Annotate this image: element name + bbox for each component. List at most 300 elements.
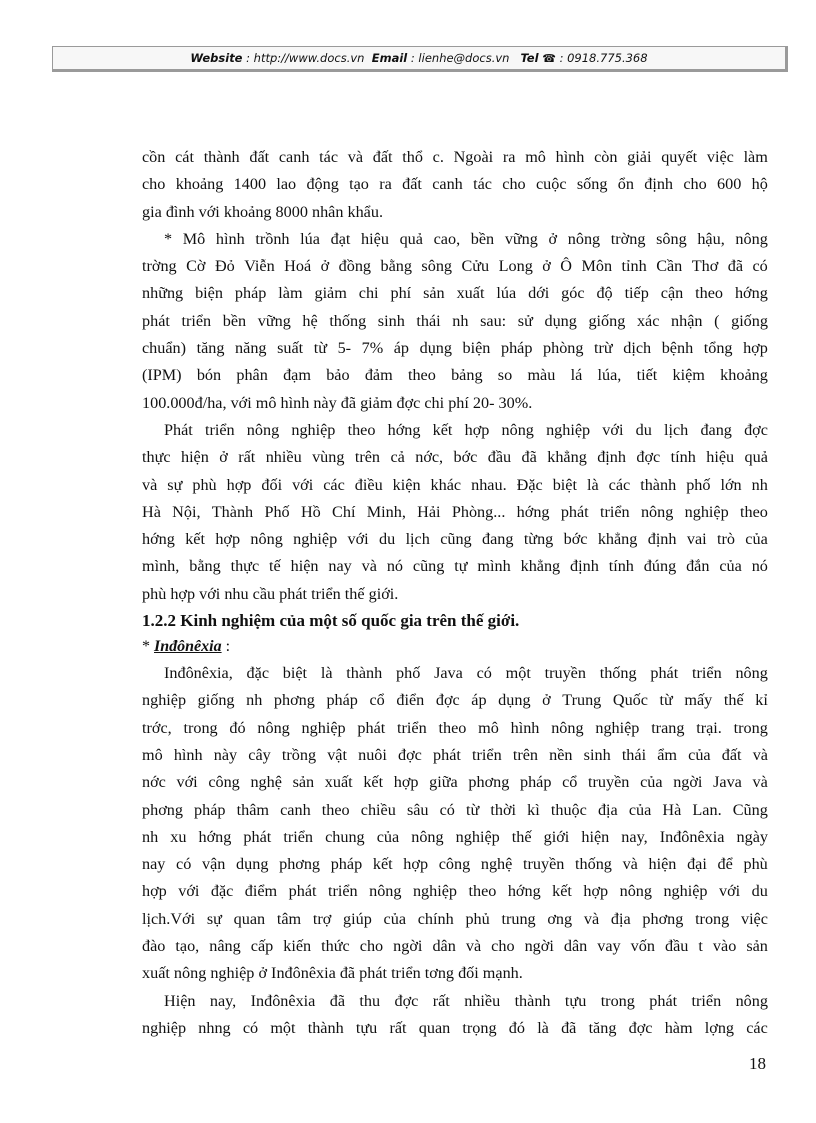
word: Inđônêxia bbox=[250, 991, 316, 1010]
word: của bbox=[640, 773, 663, 792]
word: sản bbox=[423, 284, 445, 303]
word: Hải bbox=[417, 502, 441, 521]
word: triển bbox=[397, 718, 427, 737]
word: pháp bbox=[194, 800, 226, 819]
word: khác bbox=[430, 475, 462, 494]
paragraph-2 bbox=[142, 226, 768, 417]
word: nay bbox=[328, 557, 352, 576]
word: áp bbox=[471, 691, 487, 710]
word: (IPM) bbox=[142, 366, 182, 385]
word: áp bbox=[393, 339, 410, 358]
word: mô bbox=[142, 745, 163, 764]
word: sống bbox=[576, 175, 608, 194]
word: kiệm bbox=[672, 366, 705, 385]
word: triển bbox=[691, 991, 722, 1010]
word: giảm bbox=[314, 284, 347, 303]
word: phát bbox=[560, 502, 589, 521]
word: của bbox=[745, 530, 768, 549]
word: trờng bbox=[142, 257, 177, 276]
word: trớc, bbox=[142, 718, 172, 737]
word: định bbox=[597, 448, 626, 467]
word: định bbox=[570, 557, 599, 576]
text-line bbox=[142, 499, 768, 526]
word: nhau. bbox=[471, 475, 507, 494]
word: thực bbox=[230, 557, 260, 576]
word: hợp bbox=[226, 475, 252, 494]
word: Nội, bbox=[172, 502, 201, 521]
word: đạm bbox=[283, 366, 311, 385]
word: nghiệp bbox=[412, 882, 458, 901]
word: là bbox=[320, 664, 333, 683]
word: độ bbox=[596, 284, 613, 303]
word: điều bbox=[354, 475, 383, 494]
word: đợc bbox=[398, 745, 422, 764]
word: tế bbox=[269, 557, 281, 576]
word: chuẩn) bbox=[142, 339, 187, 358]
text-line bbox=[142, 988, 768, 1015]
word: pháp bbox=[326, 691, 358, 710]
word: phát bbox=[649, 991, 678, 1010]
word: đang bbox=[482, 530, 514, 549]
word: công bbox=[438, 855, 471, 874]
word: triển bbox=[599, 502, 630, 521]
word: nghiệp bbox=[291, 420, 336, 439]
word: giống bbox=[588, 311, 626, 330]
word: cuộc bbox=[535, 175, 567, 194]
word: theo bbox=[407, 366, 436, 385]
word: nông bbox=[735, 229, 768, 248]
word: biệt bbox=[282, 664, 308, 683]
word: các bbox=[746, 1018, 768, 1037]
text-line bbox=[142, 308, 768, 335]
word: hàm bbox=[664, 1018, 693, 1037]
word: chung bbox=[325, 827, 365, 846]
word: đất bbox=[372, 148, 393, 166]
word: 5- bbox=[337, 339, 352, 358]
word: từ bbox=[466, 800, 480, 819]
word: xuất bbox=[456, 284, 485, 303]
word: giữa bbox=[429, 773, 458, 792]
word: nay bbox=[142, 855, 166, 874]
word: khẳng bbox=[547, 448, 587, 467]
word: ẩm bbox=[657, 745, 678, 764]
word: đất bbox=[402, 175, 422, 194]
document-body bbox=[142, 144, 768, 1042]
word: quả bbox=[399, 229, 423, 248]
word: trong bbox=[600, 991, 635, 1010]
word: phơng bbox=[279, 855, 321, 874]
word: kết bbox=[372, 855, 393, 874]
word: đắn bbox=[686, 557, 710, 576]
word: Thành bbox=[211, 502, 254, 521]
word: ơng bbox=[547, 909, 573, 928]
word: có bbox=[176, 855, 192, 874]
word: nh bbox=[452, 311, 469, 330]
text-line bbox=[142, 417, 768, 444]
word: Môn bbox=[581, 257, 613, 276]
word: triển bbox=[472, 745, 502, 764]
text-line bbox=[142, 742, 768, 769]
word: nay, bbox=[209, 991, 237, 1010]
word: nhng bbox=[198, 1018, 231, 1037]
word: nông bbox=[619, 882, 652, 901]
word: vai bbox=[686, 530, 707, 549]
word: giúp bbox=[343, 909, 372, 928]
word: với bbox=[178, 882, 200, 901]
word: sông bbox=[421, 257, 453, 276]
word: với bbox=[718, 882, 741, 901]
word: sâu bbox=[406, 800, 429, 819]
word: còn bbox=[594, 148, 618, 166]
word: tỉnh bbox=[621, 257, 647, 276]
word: đặc bbox=[246, 664, 270, 683]
word: hình bbox=[215, 229, 245, 248]
word: tựu bbox=[564, 991, 587, 1010]
word: và bbox=[752, 773, 768, 792]
word: hợp bbox=[393, 773, 419, 792]
word: Long bbox=[498, 257, 533, 276]
word: trừ bbox=[594, 339, 613, 358]
subsection-suffix: : bbox=[221, 638, 231, 656]
word: cận bbox=[660, 284, 684, 303]
word: nghệ bbox=[480, 855, 513, 874]
word: Hà bbox=[142, 502, 161, 521]
word: dụng bbox=[236, 855, 269, 874]
text-line bbox=[142, 878, 768, 905]
word: hợp bbox=[142, 882, 167, 901]
word: một bbox=[270, 1018, 296, 1037]
word: hớng bbox=[198, 827, 232, 846]
word: có bbox=[752, 257, 768, 276]
word: phát bbox=[357, 718, 386, 737]
text-line: xuất nông nghiệp ở Inđônêxia đã phát triển tơng đối mạnh. bbox=[142, 964, 523, 983]
word: chính bbox=[417, 909, 454, 928]
word: cổ bbox=[562, 773, 578, 792]
text-line bbox=[142, 769, 768, 796]
word: hộ bbox=[751, 175, 768, 194]
word: Quốc bbox=[612, 691, 648, 710]
word: lúa, bbox=[597, 366, 622, 385]
word: đợc bbox=[744, 420, 768, 439]
word: dân bbox=[432, 937, 456, 956]
word: của bbox=[688, 745, 711, 764]
word: sinh bbox=[377, 311, 405, 330]
word: phát bbox=[433, 745, 461, 764]
word: triển bbox=[204, 420, 235, 439]
word: truyền bbox=[588, 773, 630, 792]
word: mấy bbox=[684, 691, 713, 710]
word: nghiệp bbox=[595, 718, 640, 737]
word: và bbox=[622, 855, 638, 874]
word: pháp bbox=[500, 339, 533, 358]
word: và bbox=[465, 937, 482, 956]
word: Phòng... bbox=[451, 502, 506, 521]
word: tựu bbox=[355, 1018, 378, 1037]
text-line bbox=[142, 226, 768, 253]
word: thống bbox=[329, 311, 367, 330]
word: phân bbox=[236, 366, 268, 385]
word: triển bbox=[692, 664, 722, 683]
word: nghiệp bbox=[293, 530, 338, 549]
word: và bbox=[361, 557, 377, 576]
text-line: 100.000đ/ha, với mô hình này đã giảm đợc chi phí 20- 30%. bbox=[142, 393, 533, 412]
word: nay, bbox=[621, 827, 648, 846]
word: trò bbox=[716, 530, 735, 549]
word: Hoá bbox=[284, 257, 312, 276]
word: hiệu bbox=[706, 448, 735, 467]
word: đợc bbox=[394, 991, 419, 1010]
word: sau: bbox=[480, 311, 507, 330]
word: nông bbox=[640, 502, 674, 521]
word: phí bbox=[390, 284, 412, 303]
paragraph-1 bbox=[142, 144, 768, 226]
word: cũng bbox=[412, 557, 445, 576]
word: lịch bbox=[663, 420, 689, 439]
word: màu bbox=[527, 366, 556, 385]
word: cho bbox=[142, 175, 166, 194]
word: mô bbox=[478, 718, 499, 737]
word: trờng bbox=[610, 229, 646, 248]
word: hình bbox=[173, 745, 203, 764]
word: có bbox=[242, 1018, 259, 1037]
word: bớc bbox=[453, 448, 478, 467]
word: đó bbox=[229, 718, 246, 737]
word: trong bbox=[733, 718, 768, 737]
word: nông bbox=[735, 664, 768, 683]
word: Trung bbox=[562, 691, 602, 710]
word: 7% bbox=[361, 339, 384, 358]
word: khẳng bbox=[520, 557, 561, 576]
word: nông bbox=[246, 420, 280, 439]
word: sự bbox=[167, 475, 183, 494]
word: và bbox=[583, 909, 600, 928]
word: theo bbox=[347, 420, 376, 439]
word: xuất bbox=[324, 773, 353, 792]
subsection-title-line bbox=[142, 634, 768, 660]
word: của bbox=[719, 557, 742, 576]
tel-label: Tel bbox=[520, 51, 539, 65]
word: năng bbox=[235, 339, 267, 358]
word: nuôi bbox=[358, 745, 387, 764]
word: vào bbox=[712, 937, 737, 956]
word: việc bbox=[740, 909, 768, 928]
word: hợp bbox=[583, 882, 609, 901]
word: đã bbox=[561, 1018, 577, 1037]
word: ở bbox=[548, 229, 558, 248]
word: phát bbox=[142, 311, 170, 330]
word: trong bbox=[695, 909, 730, 928]
word: làm bbox=[743, 148, 768, 166]
word: ở bbox=[320, 257, 330, 276]
word: hợp bbox=[215, 530, 241, 549]
word: trọng bbox=[462, 1018, 497, 1037]
text-line bbox=[142, 797, 768, 824]
word: hợp bbox=[403, 855, 429, 874]
word: những bbox=[142, 284, 184, 303]
text-line bbox=[142, 144, 768, 171]
word: c. bbox=[432, 148, 444, 166]
word: nông bbox=[501, 420, 534, 439]
text-line bbox=[142, 824, 768, 851]
word: đặc bbox=[210, 882, 234, 901]
word: trồng bbox=[281, 745, 317, 764]
word: giống bbox=[731, 311, 768, 330]
word: ở bbox=[542, 691, 551, 710]
word: kì bbox=[527, 800, 540, 819]
word: này bbox=[213, 745, 238, 764]
word: và bbox=[347, 148, 364, 166]
word: phơng bbox=[142, 800, 183, 819]
word: và bbox=[752, 745, 768, 764]
word: sông bbox=[656, 229, 687, 248]
word: khẳng bbox=[597, 530, 638, 549]
word: nông bbox=[735, 991, 768, 1010]
word: cho bbox=[491, 937, 515, 956]
word: theo bbox=[468, 882, 497, 901]
text-line bbox=[142, 362, 768, 389]
word: phát bbox=[243, 827, 272, 846]
text-line bbox=[142, 253, 768, 280]
word: dụng bbox=[419, 339, 452, 358]
word: triển bbox=[327, 882, 358, 901]
word: lợng bbox=[704, 1018, 735, 1037]
word: Cờ bbox=[186, 257, 206, 276]
word: thành bbox=[640, 475, 677, 494]
word: tiết bbox=[636, 366, 658, 385]
word: đã bbox=[329, 991, 346, 1010]
word: 600 bbox=[717, 175, 742, 194]
word: ngời bbox=[673, 773, 703, 792]
word: biện bbox=[195, 284, 223, 303]
email-label: Email bbox=[371, 51, 408, 65]
word: đối bbox=[261, 475, 283, 494]
text-line bbox=[142, 553, 768, 580]
word: dụng bbox=[498, 691, 531, 710]
word: nông bbox=[567, 229, 601, 248]
word: chiều bbox=[360, 800, 396, 819]
word: bệnh bbox=[661, 339, 694, 358]
word: nó bbox=[751, 557, 768, 576]
word: trồnh bbox=[255, 229, 290, 248]
word: hớng bbox=[516, 502, 550, 521]
word: góc bbox=[561, 284, 585, 303]
word: hiện bbox=[290, 557, 319, 576]
word: lao bbox=[276, 175, 297, 194]
word: nghiệp bbox=[663, 882, 708, 901]
word: tăng bbox=[196, 339, 225, 358]
word: Lan. bbox=[692, 800, 722, 819]
word: thổ bbox=[402, 148, 423, 166]
word: sản bbox=[746, 937, 768, 956]
word: ra bbox=[379, 175, 392, 194]
word: ra bbox=[502, 148, 516, 166]
word: Mô bbox=[182, 229, 206, 248]
word: nghiệp bbox=[142, 1018, 187, 1037]
word: hậu, bbox=[697, 229, 725, 248]
section-heading: 1.2.2 Kinh nghiệm của một số quốc gia trên thế giới. bbox=[142, 611, 520, 631]
word: phù bbox=[743, 855, 768, 874]
telephone-icon: ☎ bbox=[542, 52, 556, 65]
word: ở bbox=[219, 448, 228, 467]
text-line bbox=[142, 335, 768, 362]
word: phòng bbox=[543, 339, 584, 358]
word: 1400 bbox=[233, 175, 267, 194]
word: thái bbox=[621, 745, 647, 764]
word: hợp bbox=[464, 420, 490, 439]
word: Java bbox=[713, 773, 742, 792]
word: đảm bbox=[364, 366, 393, 385]
word: Phát bbox=[164, 420, 193, 439]
word: Ô bbox=[560, 257, 572, 276]
word: nghiệp bbox=[684, 502, 729, 521]
word: vùng bbox=[312, 448, 345, 467]
word: biệt bbox=[552, 475, 577, 494]
word: vật bbox=[327, 745, 347, 764]
word: ngày bbox=[736, 827, 768, 846]
word: Hồ bbox=[300, 502, 321, 521]
word: trang bbox=[651, 718, 685, 737]
word: hớng bbox=[734, 284, 768, 303]
subsection-title: Inđônêxia bbox=[154, 638, 222, 656]
word: dân bbox=[563, 937, 588, 956]
text-line bbox=[142, 472, 768, 499]
word: tính bbox=[608, 557, 634, 576]
word: nâng bbox=[209, 937, 241, 956]
word: nông bbox=[257, 718, 290, 737]
word: Java bbox=[434, 664, 463, 683]
word: giới bbox=[543, 827, 570, 846]
word: theo bbox=[695, 284, 724, 303]
word: hiện bbox=[648, 855, 677, 874]
word: định bbox=[644, 175, 674, 194]
word: t bbox=[698, 937, 703, 956]
word: nghiệp bbox=[455, 827, 500, 846]
word: kết bbox=[432, 420, 453, 439]
word: nh bbox=[142, 827, 159, 846]
word: canh bbox=[278, 148, 310, 166]
word: thống bbox=[575, 855, 612, 874]
word: bảng bbox=[451, 366, 483, 385]
word: từ bbox=[659, 691, 673, 710]
word: Cần bbox=[656, 257, 683, 276]
word: triển bbox=[283, 827, 314, 846]
word: có bbox=[476, 664, 492, 683]
word: pháp bbox=[234, 284, 267, 303]
word: phố bbox=[686, 475, 711, 494]
word: pháp bbox=[519, 773, 552, 792]
text-line bbox=[142, 444, 768, 471]
text-line bbox=[142, 526, 768, 553]
word: định bbox=[647, 530, 677, 549]
word: thành bbox=[307, 1018, 344, 1037]
word: pháp bbox=[330, 855, 363, 874]
word: trên bbox=[354, 448, 381, 467]
word: việc bbox=[706, 148, 734, 166]
word: kiện bbox=[392, 475, 421, 494]
text-line: gia đình với khoảng 8000 nhân khẩu. bbox=[142, 202, 383, 221]
word: hình bbox=[510, 718, 540, 737]
word: canh bbox=[280, 800, 311, 819]
word: dụng bbox=[544, 311, 577, 330]
text-line bbox=[142, 1015, 768, 1042]
word: nh bbox=[751, 475, 768, 494]
word: nông bbox=[411, 827, 444, 846]
paragraph-3 bbox=[142, 417, 768, 608]
word: Đặc bbox=[516, 475, 543, 494]
word: cây bbox=[248, 745, 271, 764]
word: quan bbox=[418, 1018, 451, 1037]
word: rất bbox=[432, 991, 450, 1010]
